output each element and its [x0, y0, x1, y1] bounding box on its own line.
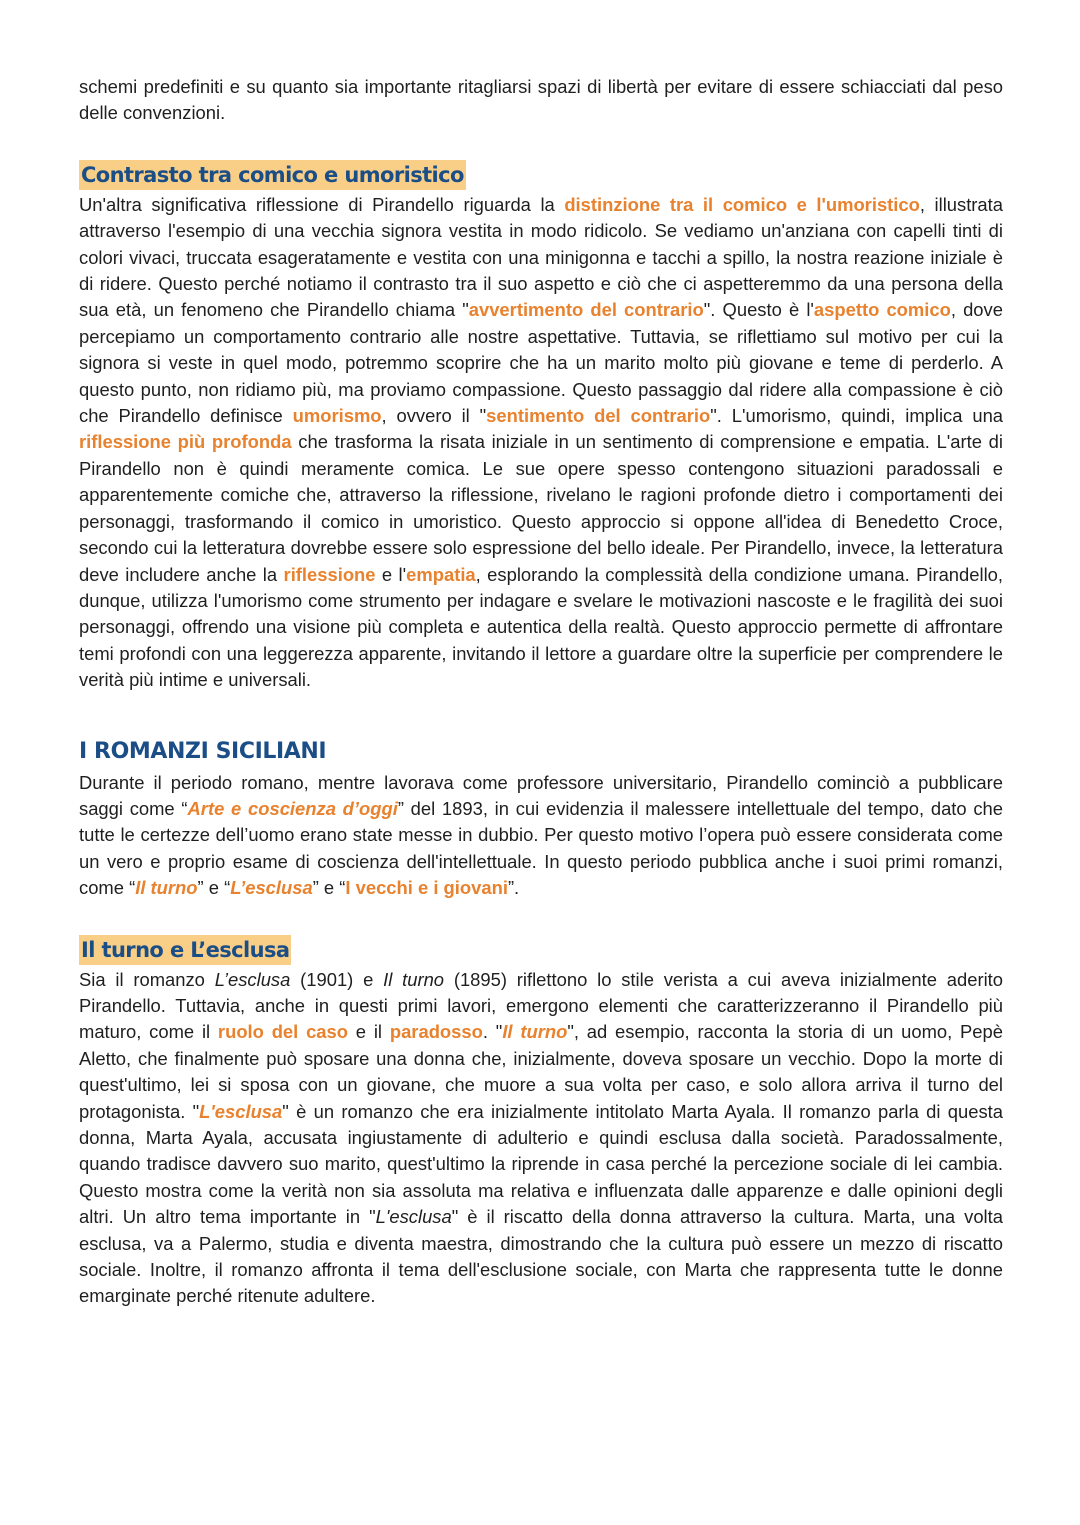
section-heading-romanzi: I ROMANZI SICILIANI — [79, 738, 327, 764]
highlight-term: aspetto comico — [813, 299, 951, 321]
highlight-term: paradosso — [389, 1021, 483, 1043]
text-run: ” e “ — [312, 877, 346, 899]
text-run: Un'altra significativa riflessione di Pirandello riguarda la — [79, 193, 565, 215]
text-run: Sia il romanzo — [79, 968, 215, 990]
text-run: , illustrata attraverso l'esempio di una vecchia signora vestita in modo ridicolo. Se vediamo un'anziana con capelli tinti di colori vivaci, truccata esageratamente e vestita con una minigonna e tacchi a spillo, la nostra reazione iniziale è di ridere. Questo perché notiamo il contrasto tra il suo aspetto e ciò che ci aspetteremmo da una persona della sua età, un fenomeno che Pirandello chiama " — [79, 193, 1004, 321]
italic-title: Il turno — [383, 968, 445, 990]
text-run: , esplorando la complessità della condizione umana. Pirandello, dunque, utilizza l'umorismo come strumento per indagare e svelare le motivazioni nascoste e le fragilità dei suoi personaggi, offrendo una visione più completa e autentica della realtà. Questo approccio permette di affrontare temi profondi con una leggerezza apparente, invitando il lettore a guardare oltre la superficie per comprendere le verità più intime e universali. — [79, 563, 1003, 691]
italic-title: L'esclusa — [375, 1206, 452, 1228]
text-run: (1895) riflettono lo stile verista a cui aveva inizialmente aderito Pirandello. Tuttavia, anche in questi primi lavori, emergono elementi che caratterizzeranno il Pirandello più maturo, come il — [79, 968, 1003, 1043]
highlight-term: avvertimento del contrario — [468, 299, 704, 321]
work-title: Il turno — [502, 1021, 568, 1043]
work-title: L'esclusa — [199, 1100, 283, 1122]
work-title: I vecchi e i giovani — [345, 877, 508, 899]
text-run: e il — [348, 1021, 390, 1043]
work-title: Il turno — [135, 877, 198, 899]
highlight-term: ruolo del caso — [217, 1021, 348, 1043]
text-run: " è il riscatto della donna attraverso la cultura. Marta, una volta esclusa, va a Palermo, studia e diventa maestra, dimostrando che la cultura può essere un mezzo di riscatto sociale. Inoltre, il romanzo affronta il tema dell'esclusione sociale, con Marta che rappresenta tutte le donne emarginate perché ritenute adultere. — [79, 1206, 1003, 1307]
text-run: Durante il periodo romano, mentre lavorava come professore universitario, Pirandello cominciò a pubblicare saggi come “ — [79, 771, 1003, 819]
paragraph-romanzi — [79, 770, 1003, 902]
paragraph-turno — [79, 967, 1003, 1310]
text-run: ", ad esempio, racconta la storia di un uomo, Pepè Aletto, che finalmente può sposare una donna che, inizialmente, doveva sposare un vecchio. Dopo la morte di quest'ultimo, lei si sposa con un giovane, che muore a sua volta per caso, e solo allora arriva il turno del protagonista. " — [79, 1021, 1003, 1122]
text-run: , ovvero il " — [381, 405, 487, 427]
text-run: ”. — [507, 877, 520, 899]
text-run: ” e “ — [197, 877, 231, 899]
work-title: L’esclusa — [230, 877, 313, 899]
text-run: . " — [482, 1021, 503, 1043]
text-run: ". L'umorismo, quindi, implica una — [710, 405, 1004, 427]
italic-title: L’esclusa — [214, 968, 291, 990]
intro-paragraph: schemi predefiniti e su quanto sia importante ritagliarsi spazi di libertà per evitare di essere schiacciati dal peso delle convenzioni. — [79, 76, 1003, 124]
work-title: Arte e coscienza d’oggi — [187, 797, 398, 819]
section-heading-turno — [79, 935, 1003, 965]
section-heading-contrasto — [79, 160, 1003, 190]
text-run: , dove percepiamo un comportamento contrario alle nostre aspettative. Tuttavia, se riflettiamo sul motivo per cui la signora si veste in quel modo, potremmo scoprire che ha un marito molto più giovane e teme di perderlo. A questo punto, non ridiamo più, ma proviamo compassione. Questo passaggio dal ridere alla compassione è ciò che Pirandello definisce — [79, 299, 1003, 427]
highlight-term: umorismo — [292, 405, 382, 427]
highlight-term: riflessione — [283, 563, 376, 585]
text-run: (1901) e — [290, 968, 384, 990]
text-run: ". Questo è l' — [703, 299, 814, 321]
highlighted-heading: Il turno e L’esclusa — [79, 935, 291, 965]
text-run: che trasforma la risata iniziale in un sentimento di comprensione e empatia. L'arte di Pirandello non è quindi meramente comica. Le sue opere spesso contengono situazioni paradossali e apparentemente comiche che, attraverso la riflessione, rivelano le ragioni profonde dietro i comportamenti dei personaggi, trasformando il comico in umoristico. Questo approccio si oppone all'idea di Benedetto Croce, secondo cui la letteratura dovrebbe essere solo espressione del bello ideale. Per Pirandello, invece, la letteratura deve includere anche la — [79, 431, 1003, 585]
highlight-term: riflessione più profonda — [79, 431, 292, 453]
text-run: ” del 1893, in cui evidenzia il malessere intellettuale del tempo, dato che tutte le certezze dell’uomo erano state messe in dubbio. Per questo motivo l’opera può essere considerata come un vero e proprio esame di coscienza dell'intellettuale. In questo periodo pubblica anche i suoi primi romanzi, come “ — [79, 797, 1004, 899]
paragraph-contrasto — [79, 192, 1003, 694]
highlighted-heading: Contrasto tra comico e umoristico — [79, 160, 466, 190]
highlight-term: distinzione tra il comico e l'umoristico — [564, 193, 920, 215]
highlight-term: empatia — [406, 563, 476, 585]
highlight-term: sentimento del contrario — [486, 405, 711, 427]
text-run: " è un romanzo che era inizialmente intitolato Marta Ayala. Il romanzo parla di questa donna, Marta Ayala, accusata ingiustamente di adulterio e quindi esclusa dalla società. Paradossalmente, quando tradisce davvero suo marito, quest'ultimo la riprende in casa perché la percezione sociale di lei cambia. Questo mostra come la verità non sia assoluta ma relativa e influenzata dalle apparenze e dalle opinioni degli altri. Un altro tema importante in " — [79, 1100, 1003, 1228]
document-page — [79, 74, 1003, 1310]
text-run: e l' — [375, 563, 407, 585]
